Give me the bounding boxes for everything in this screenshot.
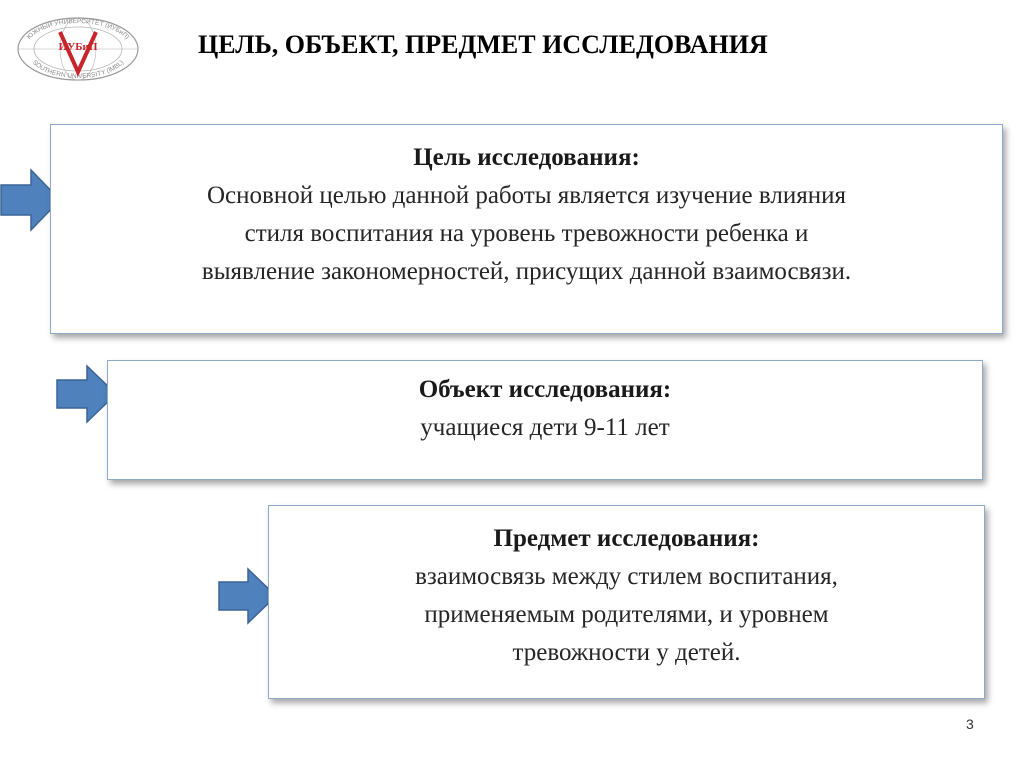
goal-line-1: Основной целью данной работы является изучение влияния [207, 182, 846, 209]
university-logo [14, 14, 142, 84]
subject-heading: Предмет исследования: [493, 525, 760, 552]
goal-line-2: стиля воспитания на уровень тревожности ребенка и [244, 220, 809, 247]
object-heading: Объект исследования: [418, 376, 672, 403]
object-line-1: учащиеся дети 9-11 лет [420, 414, 670, 441]
subject-line-1: взаимосвязь между стилем воспитания, [415, 563, 838, 590]
subject-line-2: применяемым родителями, и уровнем [424, 601, 829, 628]
logo-text-bottom: SOUTHERN UNIVERSITY (IMBL) [30, 59, 126, 81]
page-title: ЦЕЛЬ, ОБЪЕКТ, ПРЕДМЕТ ИССЛЕДОВАНИЯ [198, 30, 768, 59]
page-number: 3 [966, 716, 974, 732]
subject-line-3: тревожности у детей. [512, 639, 741, 666]
logo-emblem-icon [14, 14, 142, 84]
object-card [107, 360, 983, 480]
goal-heading: Цель исследования: [413, 144, 640, 171]
logo-text-top: ЮЖНЫЙ УНИВЕРСИТЕТ (ИУБиП) [25, 17, 131, 41]
goal-line-3: выявление закономерностей, присущих данной взаимосвязи. [201, 258, 852, 285]
logo-monogram: ИУБиП [58, 41, 98, 53]
svg-text:ЮЖНЫЙ УНИВЕРСИТЕТ (ИУБиП) [26, 18, 130, 41]
subject-card [268, 505, 985, 699]
goal-card [50, 124, 1003, 334]
